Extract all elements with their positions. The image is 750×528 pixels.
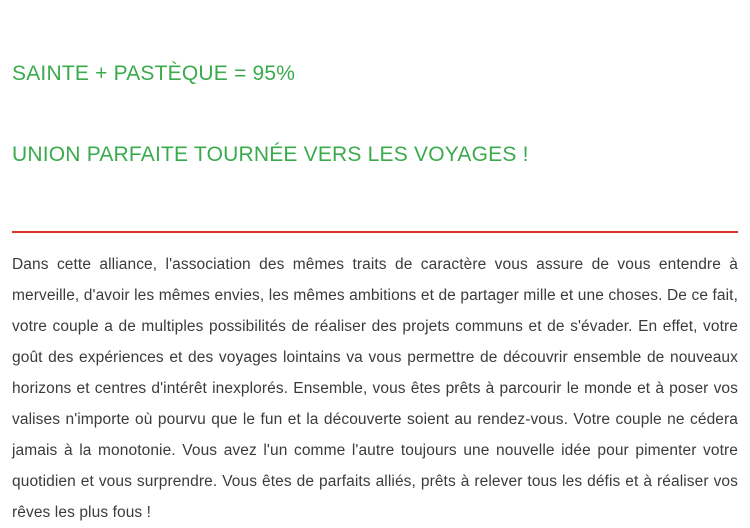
- title-divider: [12, 231, 738, 233]
- body-paragraph: Dans cette alliance, l'association des mêmes traits de caractère vous assure de vous entendre à merveille, d'avoir les mêmes envies, les mêmes ambitions et de partager mille et une choses. De ce fait, votre couple a de multiples possibilités de réaliser des projets communs et de s'évader. En effet, votre goût des expériences et des voyages lointains va vous permettre de découvrir ensemble de nouveaux horizons et centres d'intérêt inexplorés. Ensemble, vous êtes prêts à parcourir le monde et à poser vos valises n'importe où pourvu que le fun et la découverte soient au rendez-vous. Votre couple ne cédera jamais à la monotonie. Vous avez l'un comme l'autre toujours une nouvelle idée pour pimenter votre quotidien et vous surprendre. Vous êtes de parfaits alliés, prêts à relever tous les défis et à réaliser vos rêves les plus fous !: [12, 256, 738, 521]
- page-title: [12, 6, 738, 222]
- page-title-line-1: SAINTE + PASTÈQUE = 95%: [12, 62, 296, 85]
- page-title-line-2: UNION PARFAITE TOURNÉE VERS LES VOYAGES !: [12, 143, 529, 166]
